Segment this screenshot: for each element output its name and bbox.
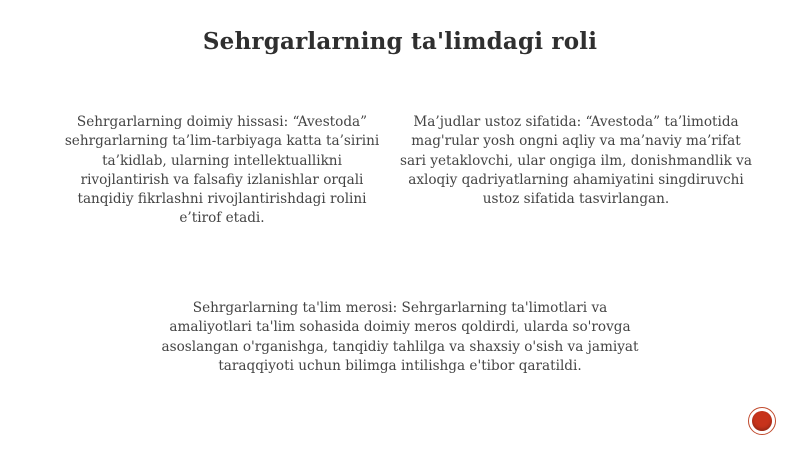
slide-nav-button[interactable] xyxy=(748,407,776,435)
slide-title: Sehrgarlarning ta'limdagi roli xyxy=(202,28,598,55)
paragraph-left: Sehrgarlarning doimiy hissasi: “Avestoda” sehrgarlarning ta’lim-tarbiyaga katta ta’sirini ta’kidlab, ularning intellektuallikni rivojlantirish va falsafiy izlanishlar orqali tanqidiy fikrlashni rivojlantirishdagi rolini e’tirof etadi. xyxy=(64,114,380,227)
paragraph-bottom: Sehrgarlarning ta'lim merosi: Sehrgarlarning ta'limotlari va amaliyotlari ta'lim sohasida doimiy meros qoldirdi, ularda so'rovga asoslangan o'rganishga, tanqidiy tahlilga va shaxsiy o'sish va jamiyat taraqqiyoti uchun bilimga intilishga e'tibor qaratildi. xyxy=(161,300,639,374)
paragraph-right: Ma’judlar ustoz sifatida: “Avestoda” ta’limotida mag'rular yosh ongni aqliy va ma’naviy ma’rifat sari yetaklovchi, ular ongiga ilm, donishmandlik va axloqiy qadriyatlarning ahamiyatini singdiruvchi ustoz sifatida tasvirlangan. xyxy=(400,114,752,208)
circle-button-icon xyxy=(752,411,772,431)
